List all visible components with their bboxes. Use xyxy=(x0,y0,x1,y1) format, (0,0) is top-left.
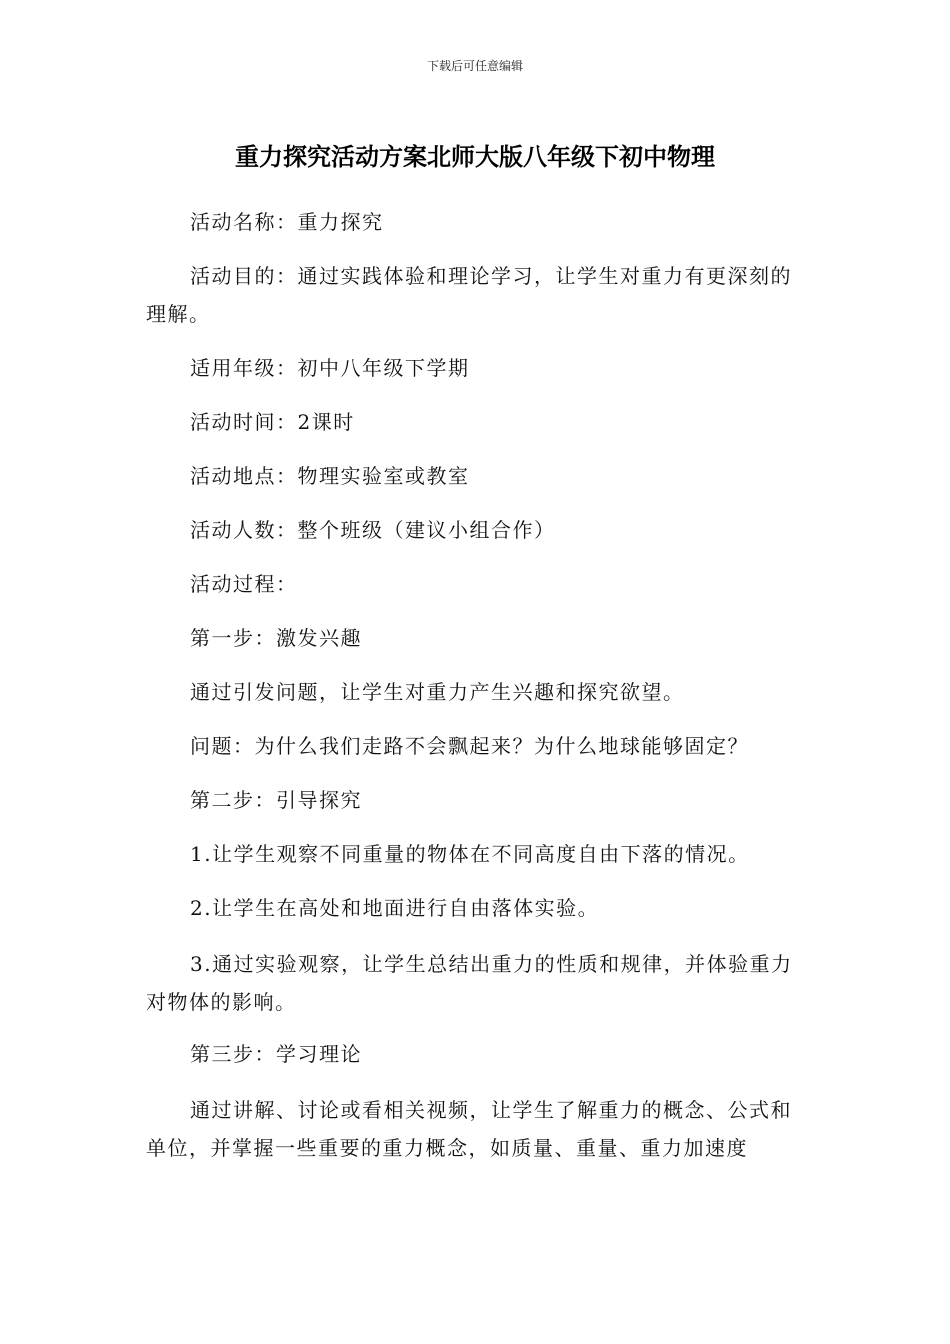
paragraph-activity-name: 活动名称：重力探究 xyxy=(190,210,384,234)
document-title: 重力探究活动方案北师大版八年级下初中物理 xyxy=(235,143,715,171)
paragraph-step-three-heading: 第三步：学习理论 xyxy=(190,1042,362,1066)
paragraph-step-two-heading: 第二步：引导探究 xyxy=(190,788,362,812)
paragraph-activity-purpose: 活动目的：通过实践体验和理论学习，让学生对重力有更深刻的理解。 xyxy=(146,264,792,326)
paragraph-participants: 活动人数：整个班级（建议小组合作） xyxy=(190,518,556,542)
header-note: 下载后可任意编辑 xyxy=(426,59,523,73)
list-item-observe: 1.让学生观察不同重量的物体在不同高度自由下落的情况。 xyxy=(190,842,750,866)
paragraph-step-one-heading: 第一步：激发兴趣 xyxy=(190,626,362,650)
paragraph-step-one-question: 问题：为什么我们走路不会飘起来？为什么地球能够固定？ xyxy=(190,734,749,758)
paragraph-activity-time: 活动时间：2课时 xyxy=(190,410,355,434)
paragraph-activity-location: 活动地点：物理实验室或教室 xyxy=(190,464,470,488)
paragraph-grade: 适用年级：初中八年级下学期 xyxy=(190,356,470,380)
list-item-summarize: 3.通过实验观察，让学生总结出重力的性质和规律，并体验重力对物体的影响。 xyxy=(146,952,793,1014)
paragraph-step-three-body: 通过讲解、讨论或看相关视频，让学生了解重力的概念、公式和单位，并掌握一些重要的重力概念，如质量、重量、重力加速度 xyxy=(146,1098,792,1160)
paragraph-process-heading: 活动过程： xyxy=(190,572,298,596)
paragraph-step-one-body: 通过引发问题，让学生对重力产生兴趣和探究欲望。 xyxy=(190,680,685,704)
list-item-experiment: 2.让学生在高处和地面进行自由落体实验。 xyxy=(190,896,600,920)
